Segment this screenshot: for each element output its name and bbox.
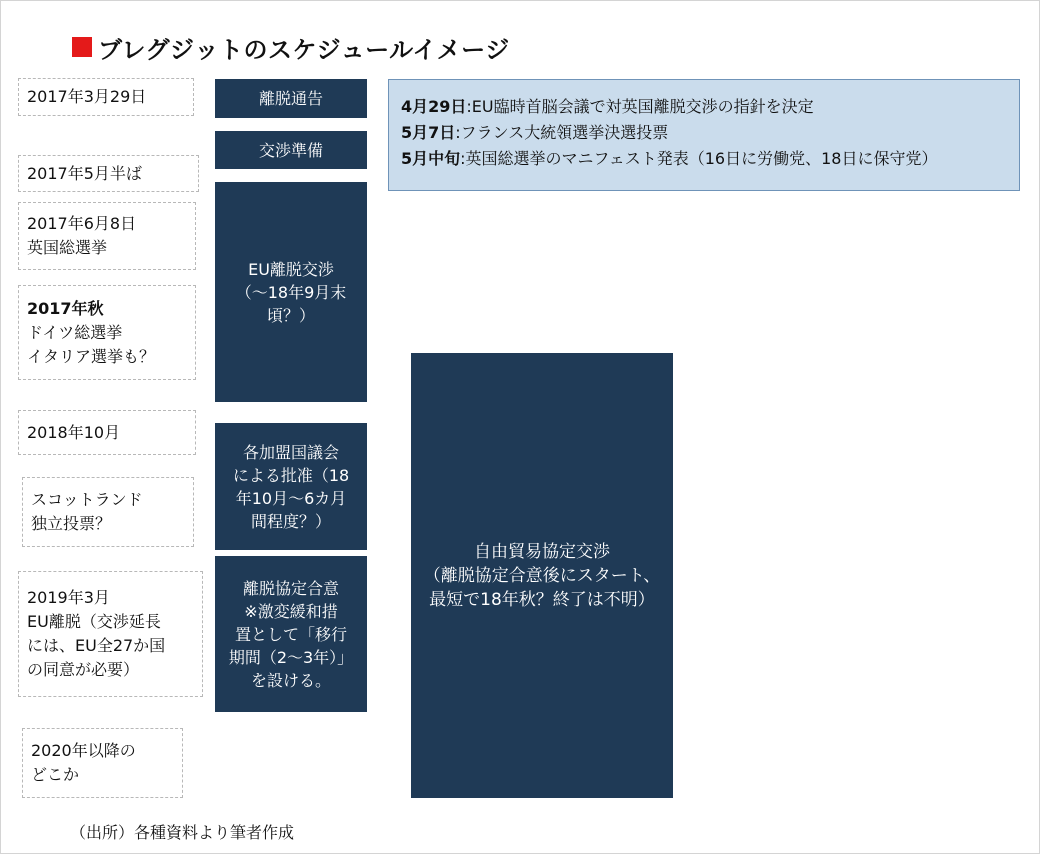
event-date: 4月29日 xyxy=(401,97,467,116)
step-line: 頃？） xyxy=(266,305,315,325)
event-line xyxy=(401,146,1019,172)
date-box-2017-autumn xyxy=(18,285,196,380)
date-box-2017-03-29 xyxy=(18,78,194,116)
source-note: （出所）各種資料より筆者作成 xyxy=(70,823,295,842)
step-line: （～18年9月末 xyxy=(235,282,347,302)
date-box-line: 2017年6月8日 xyxy=(27,214,137,233)
date-box-line: 2018年10月 xyxy=(27,422,121,442)
step-line: EU離脱交渉 xyxy=(248,259,334,279)
upcoming-events-box xyxy=(388,79,1020,191)
date-box-line: イタリア選挙も？ xyxy=(27,346,156,366)
date-box-line: には、EU全27か国 xyxy=(27,636,166,655)
date-box-line: の同意が必要） xyxy=(27,660,140,679)
date-box-line: スコットランド xyxy=(31,490,143,509)
date-box-line: ドイツ総選挙 xyxy=(27,322,123,342)
step-eu-exit-negotiation xyxy=(215,182,367,402)
step-line: 間程度？） xyxy=(250,511,331,531)
date-box-line: 2017年3月29日 xyxy=(27,87,147,106)
event-text: :EU臨時首脳会議で対英国離脱交渉の指針を決定 xyxy=(466,97,814,116)
title-marker-square xyxy=(72,37,92,57)
event-line xyxy=(401,120,1019,146)
date-box-2017-06-08 xyxy=(18,202,196,270)
step-line: 自由貿易協定交渉 xyxy=(474,541,610,562)
date-box-2019-03 xyxy=(18,571,203,697)
event-date: 5月中旬 xyxy=(401,149,461,168)
date-box-2017-05 xyxy=(18,155,199,192)
date-box-line: EU離脱（交渉延長 xyxy=(27,612,161,631)
step-line: 期間（2～3年）」 xyxy=(228,647,354,667)
step-line: 最短で18年秋？終了は不明） xyxy=(429,589,655,610)
step-line: 交渉準備 xyxy=(258,140,323,160)
date-box-line: 2019年3月 xyxy=(27,588,110,607)
step-line: による批准（18 xyxy=(232,465,350,485)
step-line: 離脱通告 xyxy=(258,89,323,108)
step-line: ※激変緩和措 xyxy=(244,601,338,621)
step-line: 年10月～6カ月 xyxy=(235,488,347,508)
date-box-line: 英国総選挙 xyxy=(27,238,108,257)
date-box-line: 2017年5月半ば xyxy=(27,163,142,183)
date-box-2018-10 xyxy=(18,410,196,455)
step-withdrawal-agreement xyxy=(215,556,367,712)
step-fta-negotiation xyxy=(411,353,673,798)
date-box-2020-onward xyxy=(22,728,183,798)
diagram-title xyxy=(72,30,510,64)
date-box-line: 2020年以降の xyxy=(31,741,136,760)
event-line xyxy=(401,94,1019,120)
step-line: 各加盟国議会 xyxy=(242,442,339,462)
step-line: 離脱協定合意 xyxy=(242,578,339,598)
step-line: （離脱協定合意後にスタート、 xyxy=(423,565,661,586)
step-withdrawal-notice xyxy=(215,79,367,118)
diagram-title-text: ブレグジットのスケジュールイメージ xyxy=(98,35,510,64)
event-text: :フランス大統領選挙決選投票 xyxy=(455,123,669,142)
event-date: 5月7日 xyxy=(401,123,456,142)
date-box-scotland-referendum xyxy=(22,477,194,547)
step-line: 置として「移行 xyxy=(234,624,347,644)
step-line: を設ける。 xyxy=(250,670,331,690)
date-box-line: 2017年秋 xyxy=(27,298,104,318)
date-box-line: どこか xyxy=(31,765,80,784)
date-box-line: 独立投票？ xyxy=(31,514,112,533)
event-text: :英国総選挙のマニフェスト発表（16日に労働党、18日に保守党） xyxy=(460,149,938,168)
step-ratification xyxy=(215,423,367,550)
step-negotiation-prep xyxy=(215,131,367,169)
